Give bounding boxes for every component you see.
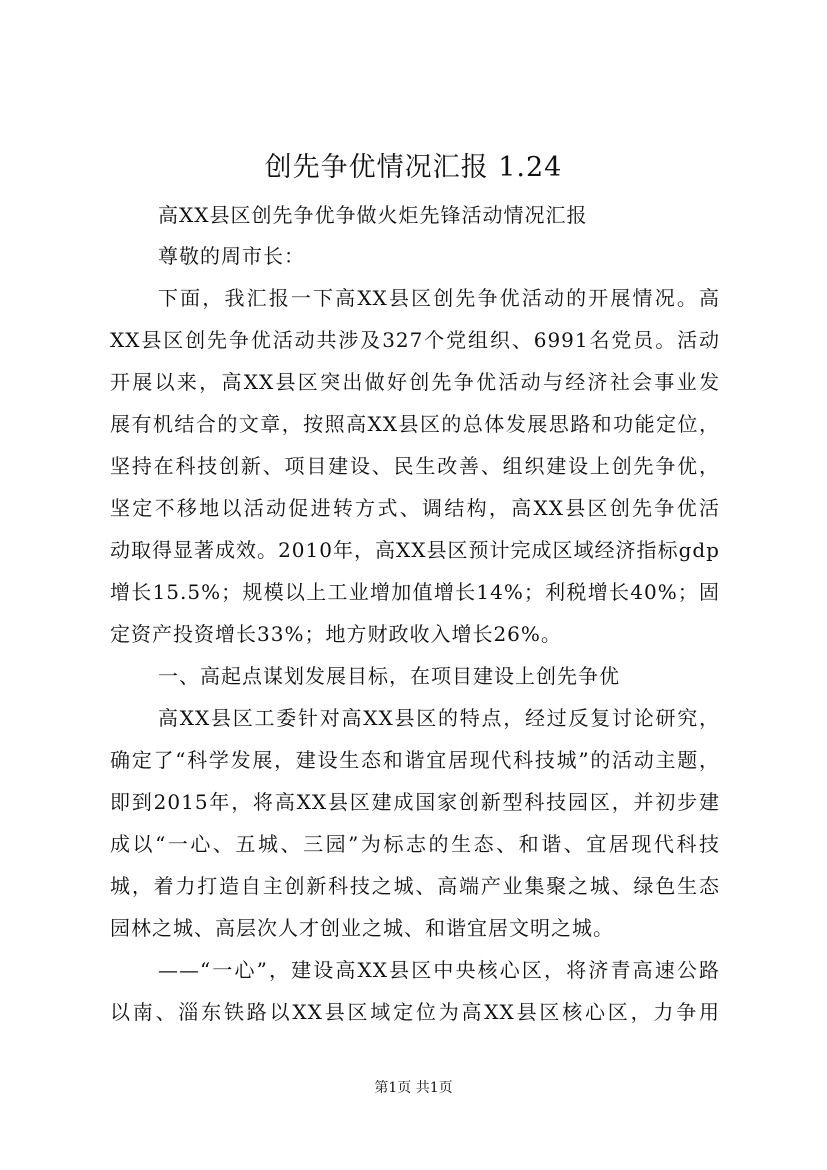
body-line: 即到2015年，将高XX县区建成国家创新型科技园区，并初步建 <box>110 790 720 814</box>
body-line: ——“一心”，建设高XX县区中央核心区，将济青高速公路 <box>158 958 720 982</box>
body-line: 园林之城、高层次人才创业之城、和谐宜居文明之城。 <box>110 916 614 940</box>
body-line: 定资产投资增长33%；地方财政收入增长26%。 <box>110 622 562 646</box>
body-line: 高XX县区工委针对高XX县区的特点，经过反复讨论研究， <box>158 706 720 730</box>
body-line: 展有机结合的文章，按照高XX县区的总体发展思路和功能定位， <box>110 412 720 436</box>
section-heading: 一、高起点谋划发展目标，在项目建设上创先争优 <box>158 664 620 688</box>
body-line: 坚定不移地以活动促进转方式、调结构，高XX县区创先争优活 <box>110 496 720 520</box>
body-line: 动取得显著成效。2010年，高XX县区预计完成区域经济指标gdp <box>110 538 720 562</box>
body-line: XX县区创先争优活动共涉及327个党组织、6991名党员。活动 <box>110 328 720 352</box>
document-title: 创先争优情况汇报 1.24 <box>264 152 563 183</box>
body-line: 下面，我汇报一下高XX县区创先争优活动的开展情况。高 <box>158 286 720 310</box>
body-line: 以南、淄东铁路以XX县区域定位为高XX县区核心区，力争用 <box>110 1000 720 1024</box>
body-line: 成以“一心、五城、三园”为标志的生态、和谐、宜居现代科技 <box>110 832 720 856</box>
salutation-line: 尊敬的周市长： <box>158 244 305 268</box>
subtitle-line: 高XX县区创先争优争做火炬先锋活动情况汇报 <box>158 203 588 227</box>
body-line: 增长15.5%；规模以上工业增加值增长14%；利税增长40%；固 <box>110 580 720 604</box>
body-line: 城，着力打造自主创新科技之城、高端产业集聚之城、绿色生态 <box>110 874 720 898</box>
page-number-footer: 第1页 共1页 <box>374 1080 453 1096</box>
body-line: 坚持在科技创新、项目建设、民生改善、组织建设上创先争优， <box>110 454 720 478</box>
body-line: 开展以来，高XX县区突出做好创先争优活动与经济社会事业发 <box>110 370 720 394</box>
body-line: 确定了“科学发展，建设生态和谐宜居现代科技城”的活动主题， <box>110 748 720 772</box>
